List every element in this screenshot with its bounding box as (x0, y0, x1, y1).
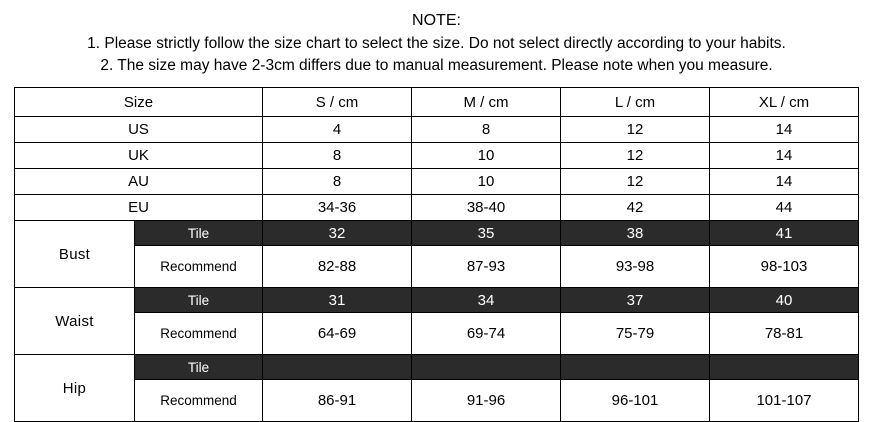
hip-tile-m (412, 355, 561, 380)
table-row (15, 221, 859, 246)
cell-eu-m: 38-40 (412, 195, 561, 221)
table-row (15, 195, 859, 221)
row-label-uk: UK (15, 143, 263, 169)
hip-recommend-label: Recommend (135, 380, 263, 422)
cell-uk-l: 12 (561, 143, 710, 169)
bust-tile-l: 38 (561, 221, 710, 246)
waist-tile-label: Tile (135, 288, 263, 313)
cell-eu-l: 42 (561, 195, 710, 221)
note-title: NOTE: (412, 12, 461, 29)
bust-recommend-label: Recommend (135, 246, 263, 288)
table-header-row (15, 88, 859, 117)
header-cell-xl: XL / cm (710, 88, 859, 117)
waist-recommend-m: 69-74 (412, 313, 561, 355)
group-label-bust: Bust (15, 221, 135, 288)
waist-recommend-s: 64-69 (263, 313, 412, 355)
row-label-au: AU (15, 169, 263, 195)
header-cell-size: Size (15, 88, 263, 117)
hip-tile-l (561, 355, 710, 380)
cell-us-s: 4 (263, 117, 412, 143)
row-label-us: US (15, 117, 263, 143)
waist-tile-xl: 40 (710, 288, 859, 313)
cell-eu-s: 34-36 (263, 195, 412, 221)
hip-recommend-s: 86-91 (263, 380, 412, 422)
bust-recommend-s: 82-88 (263, 246, 412, 288)
hip-tile-xl (710, 355, 859, 380)
cell-uk-xl: 14 (710, 143, 859, 169)
group-label-waist: Waist (15, 288, 135, 355)
waist-recommend-label: Recommend (135, 313, 263, 355)
table-row (15, 246, 859, 288)
hip-recommend-xl: 101-107 (710, 380, 859, 422)
waist-tile-s: 31 (263, 288, 412, 313)
note-line-2: 2. The size may have 2-3cm differs due to manual measurement. Please note when you measure. (100, 57, 773, 74)
cell-au-xl: 14 (710, 169, 859, 195)
hip-tile-label: Tile (135, 355, 263, 380)
table-row (15, 117, 859, 143)
waist-tile-m: 34 (412, 288, 561, 313)
table-row (15, 288, 859, 313)
bust-recommend-xl: 98-103 (710, 246, 859, 288)
hip-recommend-l: 96-101 (561, 380, 710, 422)
cell-au-s: 8 (263, 169, 412, 195)
group-label-hip: Hip (15, 355, 135, 422)
waist-recommend-xl: 78-81 (710, 313, 859, 355)
table-row (15, 355, 859, 380)
cell-au-l: 12 (561, 169, 710, 195)
hip-recommend-m: 91-96 (412, 380, 561, 422)
bust-tile-s: 32 (263, 221, 412, 246)
table-row (15, 380, 859, 422)
note-block (0, 0, 873, 83)
row-label-eu: EU (15, 195, 263, 221)
cell-eu-xl: 44 (710, 195, 859, 221)
header-cell-m: M / cm (412, 88, 561, 117)
header-cell-s: S / cm (263, 88, 412, 117)
cell-us-xl: 14 (710, 117, 859, 143)
cell-us-l: 12 (561, 117, 710, 143)
header-cell-l: L / cm (561, 88, 710, 117)
bust-tile-label: Tile (135, 221, 263, 246)
table-row (15, 313, 859, 355)
waist-tile-l: 37 (561, 288, 710, 313)
bust-tile-m: 35 (412, 221, 561, 246)
cell-uk-m: 10 (412, 143, 561, 169)
table-row (15, 169, 859, 195)
bust-recommend-l: 93-98 (561, 246, 710, 288)
cell-us-m: 8 (412, 117, 561, 143)
hip-tile-s (263, 355, 412, 380)
size-chart-table (14, 87, 859, 422)
cell-uk-s: 8 (263, 143, 412, 169)
bust-tile-xl: 41 (710, 221, 859, 246)
note-line-1: 1. Please strictly follow the size chart to select the size. Do not select directly according to your habits. (87, 35, 786, 52)
table-row (15, 143, 859, 169)
bust-recommend-m: 87-93 (412, 246, 561, 288)
waist-recommend-l: 75-79 (561, 313, 710, 355)
cell-au-m: 10 (412, 169, 561, 195)
